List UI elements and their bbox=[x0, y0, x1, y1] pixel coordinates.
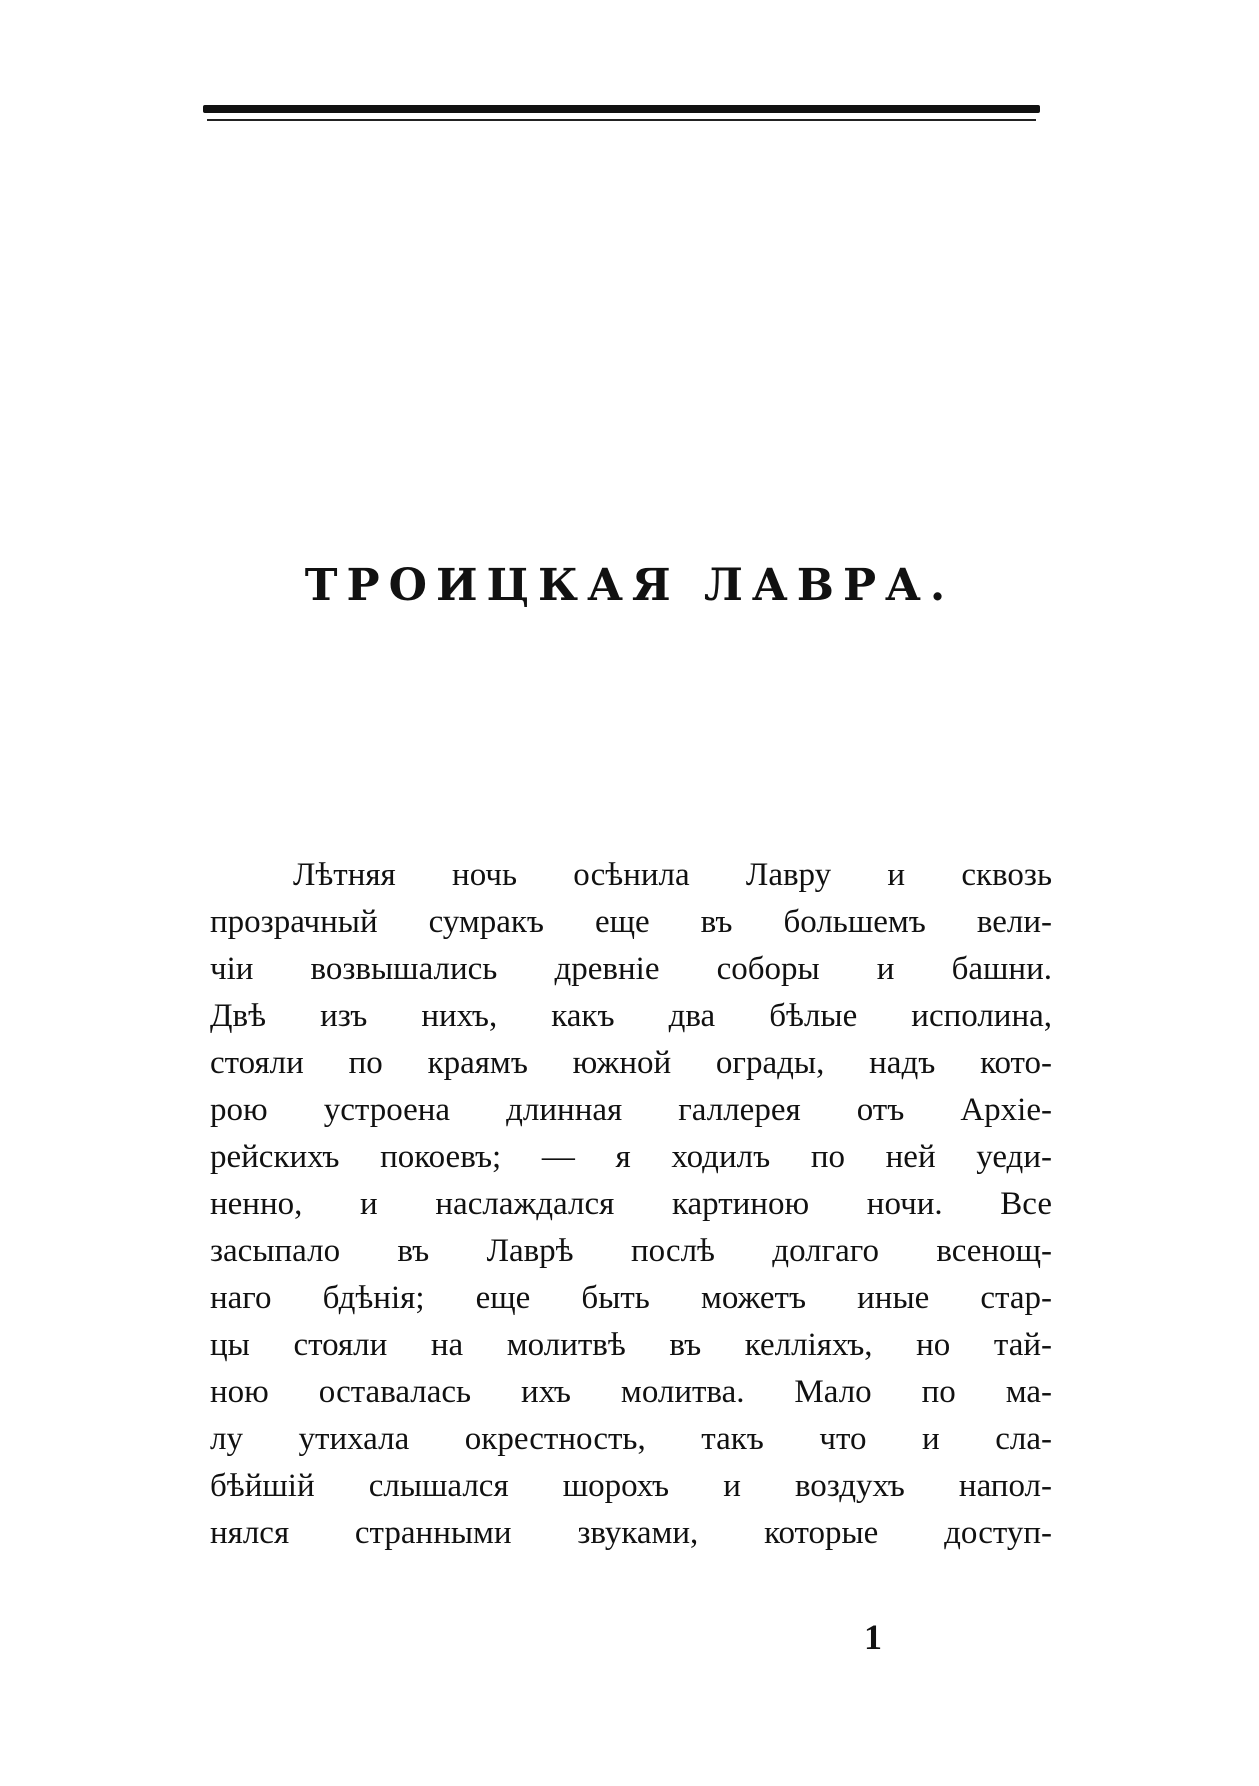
page-number: 1 bbox=[864, 1617, 882, 1657]
text-line: засыпало въ Лаврѣ послѣ долгаго всенощ- bbox=[210, 1233, 1052, 1269]
text-line: ною оставалась ихъ молитва. Мало по ма- bbox=[210, 1374, 1052, 1410]
text-line: Двѣ изъ нихъ, какъ два бѣлые исполина, bbox=[210, 998, 1052, 1034]
text-line: стояли по краямъ южной ограды, надъ кото- bbox=[210, 1045, 1052, 1081]
page-title: ТРОИЦКАЯ ЛАВРА. bbox=[304, 560, 955, 611]
text-line: рейскихъ покоевъ; — я ходилъ по ней уеди- bbox=[210, 1139, 1052, 1175]
header-rule-thick bbox=[203, 105, 1040, 113]
text-line: рою устроена длинная галлерея отъ Архіе- bbox=[210, 1092, 1052, 1128]
text-line: бѣйшій слышался шорохъ и воздухъ напол- bbox=[210, 1468, 1052, 1504]
text-line: цы стояли на молитвѣ въ келліяхъ, но тай- bbox=[210, 1327, 1052, 1363]
text-line: нялся странными звуками, которые доступ- bbox=[210, 1515, 1052, 1551]
text-line: лу утихала окрестность, такъ что и сла- bbox=[210, 1421, 1052, 1457]
text-line: чіи возвышались древніе соборы и башни. bbox=[210, 951, 1052, 987]
header-rule-thin bbox=[207, 119, 1036, 121]
body-paragraph bbox=[210, 852, 1052, 1557]
text-line: Лѣтняя ночь осѣнила Лавру и сквозь bbox=[293, 857, 1052, 893]
text-line: наго бдѣнія; еще быть можетъ иные стар- bbox=[210, 1280, 1052, 1316]
text-line: ненно, и наслаждался картиною ночи. Все bbox=[210, 1186, 1052, 1222]
text-line: прозрачный сумракъ еще въ большемъ вели- bbox=[210, 904, 1052, 940]
